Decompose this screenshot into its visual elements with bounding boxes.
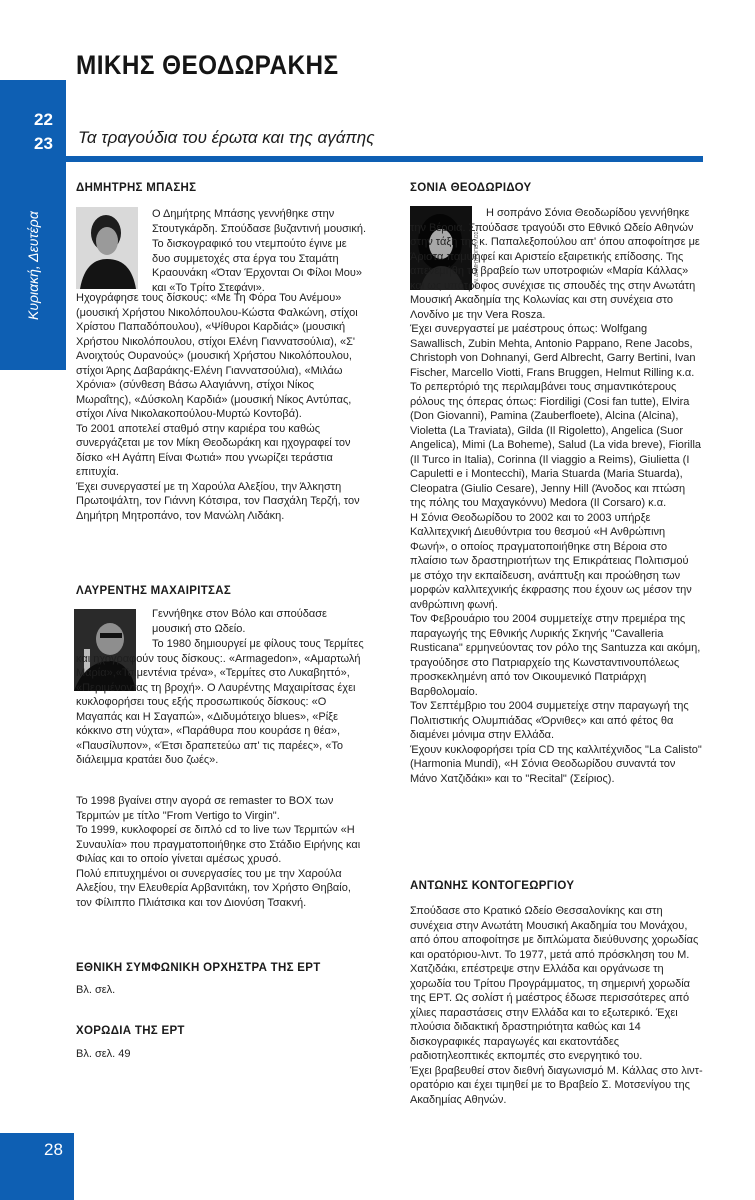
bio-bassis-albums: [76, 291, 368, 523]
orchestra-ref: Βλ. σελ.: [76, 984, 116, 996]
bio-theodoridou-intro: Η σοπράνο Σόνια Θεοδωρίδου γεννήθηκε την Βέροια. Σπούδασε τραγούδι στο Εθνικό Ωδείο Αθηνών στην τάξη της κ. Παπαλεξοπούλου απ' όπου αποφοίτησε με Άριστα παμψηφεί και Αριστείο εξαιρετικής επίδοσης. Της απενεμήθη το βραβείο των υποτροφιών «Μαρία Κάλλας» και ως υπότροφος συνέχισε τις σπουδές της στην Ανωτάτη Μουσική Ακαδημία της Κολωνίας και στη συνέχεια στο Λονδίνο με την Vera Rosza.: [410, 207, 700, 321]
bio-machairitsas-1999: Το 1999, κυκλοφορεί σε διπλό cd το live των Τερμιτών «Η Συναυλία» που πραγματοποιήθηκε στο Στάδιο Ειρήνης και Φιλίας και το οποίο γίνεται αμέσως χρυσό.: [76, 824, 361, 865]
photo-credit: © Ν. ΔΗΜΗΤΡΟΠΟΥΛΟΣ: [474, 231, 480, 288]
choir-ref: Βλ. σελ. 49: [76, 1048, 131, 1060]
bio-machairitsas-intro: Γεννήθηκε στον Βόλο και σπούδασε μουσική στο Ωδείο.: [152, 608, 327, 635]
bio-kontogeorgiou-awards: Έχει βραβευθεί στον διεθνή διαγωνισμό Μ. Κάλλας στο λιντ-ορατόριο και έχει τιμηθεί με το Βραβείο Σ. Μοτσενίγου της Ακαδημίας Αθηνών.: [410, 1064, 703, 1106]
bio-bassis-2001: Το 2001 αποτελεί σταθμό στην καριέρα του καθώς συνεργάζεται με τον Μίκη Θεοδωράκη και ηχογραφεί τον δίσκο «Η Αγάπη Είναι Φωτιά» που γνωρίζει τεράστια επιτυχία.: [76, 422, 351, 478]
portrait-bassis-icon: [76, 207, 138, 289]
bio-theodoridou-2004: Τον Φεβρουάριο του 2004 συμμετείχε στην πρεμιέρα της παραγωγής της Εθνικής Λυρικής Σκηνής "Cavalleria Rusticana" ερμηνεύοντας τον ρόλο της Santuzza και ακόμη, τραγούδησε στο Πατριαρχείο της Κωνσταντινουπόλεως προσκεκλημένη από τον Οικουμενικό Πατριάρχη Βαρθολομαίο.: [410, 613, 701, 698]
bio-theodoridou-repertoire: Έχει συνεργαστεί με μαέστρους όπως: Wolfgang Sawallisch, Zubin Mehta, Antonio Pappano, Rene Jacobs, Christoph von Dohnanyi, Gerd Albrecht, Garry Bertini, Ivan Fischer, Marcello Viotti, Frans Bruggen, Helmut Rilling κ.α. Το ρεπερτόριό της περιλαμβάνει τους σημαντικότερους ρόλους της όπερας όπως: Fiordiligi (Cosi fan tutte), Elvira (Don Giovanni), Pamina (Zauberfloete), Alcina (Alcina), Violetta (La Traviata), Gilda (Il Rigoletto), Angelica (Suor Angelica), Mimi (La Boheme), Salud (La vida breve), Fiorilla (Il Turco in Italia), Corinna (Il viaggio a Reims), Giulietta (I Capuletti e i Montecchi), Maria Stuarda (Maria Stuarda), Cleopatra (Giulio Cesare), Jenny Hill (Άνοδος και πτώση της πόλης του Μαχαγκόννυ) Medora (Il Corsaro) κ.α.: [410, 323, 702, 509]
bio-bassis-debut: Το δισκογραφικό του ντεμπούτο έγινε με δυο συμμετοχές στα έργα του Σταμάτη Κραουνάκη «Όταν Έρχονται Οι Φίλοι Μου» και «Το Τρίτο Στεφάνι».: [152, 238, 363, 294]
page-subtitle: Τα τραγούδια του έρωτα και της αγάπης: [78, 128, 375, 147]
header-rule: [66, 156, 703, 162]
bio-machairitsas-more: [76, 794, 368, 910]
section-page-23: 23: [34, 134, 53, 153]
bio-theodoridou-cds: Έχουν κυκλοφορήσει τρία CD της καλλιτέχνιδος "La Calisto" (Harmonia Mundi), «Η Σόνια Θεοδωρίδου συναντά τον Μάνο Χατζιδάκι» και το "Recital" (Σείριος).: [410, 743, 702, 785]
bio-name-theodoridou: ΣΟΝΙΑ ΘΕΟΔΩΡΙΔΟΥ: [410, 182, 532, 194]
bio-name-kontogeorgiou: ΑΝΤΩΝΗΣ ΚΟΝΤΟΓΕΩΡΓΙΟΥ: [410, 880, 575, 892]
day-label: Κυριακή, Δευτέρα: [25, 211, 41, 320]
bio-bassis-discography: Ηχογράφησε τους δίσκους: «Με Τη Φόρα Του Ανέμου» (μουσική Χρήστου Νικολόπουλου-Κώστα Φαλκώνη, στίχοι Χρίστου Παπαδόπουλου), «Ψίθυροι Καρδιάς» (μουσική Χρήστου Νικολόπουλου, στίχοι Ελένη Γιαννατσούλια), «Σ' Ανοιχτούς Ουρανούς» (μουσική Χρήστου Νικολόπουλου, στίχοι Άρης Δαβαράκης-Ελένη Γιαννατσούλια), «Μιλάω Χρόνια» (σύνθεση Βάσω Αλαγιάννη, στίχοι Νίκος Μωραΐτης), «Δύσκολη Καρδιά» (μουσική Νίκος Αντύπας, στίχοι Λίνα Νικολακοπούλου-Μυρτώ Κοντοβά).: [76, 292, 358, 420]
bio-machairitsas-termites: Το 1980 δημιουργεί με φίλους τους Τερμίτες και ηχογραφούν τους δίσκους:. «Armagedon», «Αμαρτωλή Μαρία»,«Τσιμεντένια τρένα», «Τερμίτες στο Λυκαβηττό», «Περιμένοντας τη βροχή». Ο Λαυρέντης Μαχαιρίτσας έχει κυκλοφορήσει τους εξής προσωπικούς δίσκους: «Ο Μαγαπάς και Η Σαγαπώ», «Διδυμότειχο blues», «Ρίξε κόκκινο στη νύχτα», «Παράθυρα που κουράσε η θέα», «Παυσίλυπον», «Έτσι δραπετεύω απ' τις παρέες», «Το διάλειμμα κρατάει δυο ζωές».: [76, 638, 364, 766]
bio-theodoridou-ornithes: Τον Σεπτέμβριο του 2004 συμμετείχε στην παραγωγή της Πολιτιστικής Ολυμπιάδας «Όρνιθες» και από φέτος θα διαμένει μόνιμα στην Ελλάδα.: [410, 700, 689, 741]
page-number: 28: [44, 1140, 63, 1159]
bio-machairitsas-collabs: Πολύ επιτυχημένοι οι συνεργασίες του με την Χαρούλα Αλεξίου, την Ελευθερία Αρβανιτάκη, τον Χρήστο Θηβαίο, τον Φίλιππο Πλιάτσικα και τον Διονύση Τσακνή.: [76, 867, 351, 909]
bio-machairitsas-1998: Το 1998 βγαίνει στην αγορά σε remaster το BOX των Τερμιτών με τίτλο "From Vertigo to Virgin".: [76, 795, 334, 822]
bio-name-bassis: ΔΗΜΗΤΡΗΣ ΜΠΑΣΗΣ: [76, 182, 197, 194]
bio-bassis-intro: Ο Δημήτρης Μπάσης γεννήθηκε στην Στουτγκάρδη. Σπούδασε βυζαντινή μουσική.: [152, 208, 367, 235]
bio-name-machairitsas: ΛΑΥΡΕΝΤΗΣ ΜΑΧΑΙΡΙΤΣΑΣ: [76, 585, 232, 597]
bio-theodoridou-body: [410, 206, 702, 786]
bio-name-orchestra: ΕΘΝΙΚΗ ΣΥΜΦΩΝΙΚΗ ΟΡΧΗΣΤΡΑ ΤΗΣ ΕΡΤ: [76, 962, 321, 974]
section-page-22: 22: [34, 110, 53, 129]
bio-kontogeorgiou-studies: Σπούδασε στο Κρατικό Ωδείο Θεσσαλονίκης και στη συνέχεια στην Ανωτάτη Μουσική Ακαδημία του Μονάχου, από όπου αποφοίτησε με διπλώματα διεύθυνσης χορωδίας και ορατόριου-λιντ. Το 1977, μετά από πρόσκληση του Μ. Χατζιδάκι, επέστρεψε στην Ελλάδα και οργάνωσε τη χορωδία του Τρίτου Προγράμματος, τη σημερινή χορωδία της ΕΡΤ. Ως σολίστ ή μαέστρος έδωσε περισσότερες από χίλιες παραστάσεις στην Ελλάδα και το εξωτερικό. Έχει πλούσια διδακτική δραστηριότητα καθώς και 14 δισκογραφικές παραγωγές και εκατοντάδες ραδιοτηλεοπτικές εκπομπές στο ενεργητικό του.: [410, 905, 699, 1062]
bio-bassis-collabs: Έχει συνεργαστεί με τη Χαρούλα Αλεξίου, την Άλκηστη Πρωτοψάλτη, τον Γιάννη Κότσιρα, τον Πασχάλη Τερζή, τον Δημήτρη Μητροπάνο, τον Μανώλη Λιδάκη.: [76, 480, 360, 522]
bio-theodoridou-veria: Η Σόνια Θεοδωρίδου το 2002 και το 2003 υπήρξε Καλλιτεχνική Διευθύντρια του θεσμού «Η Ανθρώπινη Φωνή», ο οποίος πραγματοποιήθηκε στη Βέροια στο πλαίσιο των δραστηριοτήτων της Επικράτειας Πολιτισμού με στόχο την εκπαίδευση, ανάπτυξη και προώθηση των μορφών καλλιτεχνικής έκφρασης που έχουν ως μέσον την ανθρώπινη φωνή.: [410, 511, 692, 611]
page-title: ΜΙΚΗΣ ΘΕΟΔΩΡΑΚΗΣ: [76, 50, 339, 80]
bio-kontogeorgiou-body: [410, 904, 706, 1107]
bio-name-choir: ΧΟΡΩΔΙΑ ΤΗΣ ΕΡΤ: [76, 1025, 185, 1037]
